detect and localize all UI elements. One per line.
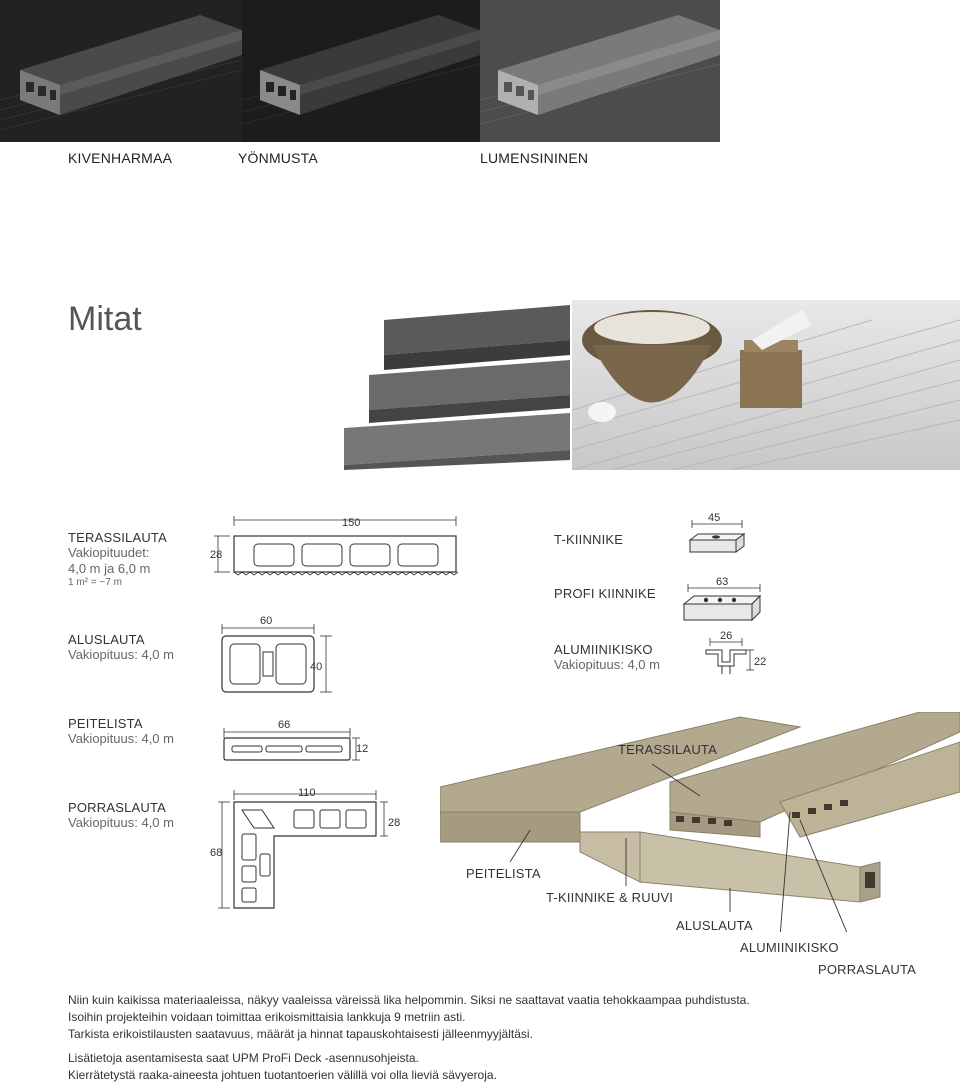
paragraph-custom-lengths: Isoihin projekteihin voidaan toimittaa erikoismittaisia lankkuja 9 metriin asti. [68,1010,466,1024]
dim-t-kiinnike-width: 45 [708,512,721,524]
dim-terassilauta-width: 150 [342,517,361,529]
callout-terassilauta: TERASSILAUTA [618,742,717,757]
spec-aluslauta [68,632,208,663]
spec-lengths: 4,0 m ja 6,0 m [68,561,151,576]
callout-alumiinikisko: ALUMIINIKISKO [740,940,839,955]
dim-aluslauta-height: 40 [310,661,323,673]
callout-t-kiinnike-ruuvi: T-KIINNIKE & RUUVI [546,890,674,905]
swatch-photo-lumensininen [480,0,720,142]
color-name-yonmusta: YÖNMUSTA [238,150,318,166]
dim-peitelista-width: 66 [278,719,291,731]
spec-peitelista [68,716,208,747]
dim-aluslauta-width: 60 [260,615,273,627]
spec-coverage: 1 m² = ~7 m [68,577,122,588]
dim-alumiinikisko-height: 22 [754,656,767,668]
dim-porraslauta-height: 68 [210,847,223,859]
spec-porraslauta [68,800,208,831]
spec-lengths-label: Vakiopituudet: [68,545,150,560]
spec-name: ALUMIINIKISKO [554,642,653,657]
paragraph-tone-variation: Kierrätetystä raaka-aineesta johtuen tuotantoerien välillä voi olla lieviä sävyeroja. [68,1068,497,1082]
spec-length: Vakiopituus: 4,0 m [68,731,174,746]
spec-length: Vakiopituus: 4,0 m [68,647,174,662]
stairs-photo [344,300,570,470]
dim-porraslauta-thickness: 28 [388,817,401,829]
spec-name: PEITELISTA [68,716,143,731]
terrace-photo [572,300,960,470]
dim-peitelista-height: 12 [356,743,369,755]
dim-terassilauta-height: 28 [210,549,223,561]
callout-peitelista: PEITELISTA [466,866,541,881]
paragraph-cleaning: Niin kuin kaikissa materiaaleissa, näkyy vaaleissa väreissä lika helpommin. Siksi ne saattavat vaatia tehokkaampaa puhdistusta. [68,993,750,1007]
swatch-photo-kivenharmaa [0,0,242,142]
spec-length: Vakiopituus: 4,0 m [68,815,174,830]
spec-alumiinikisko [554,642,660,673]
profile-terassilauta [210,514,460,584]
spec-name: TERASSILAUTA [68,530,167,545]
profile-alumiinikisko [702,628,772,680]
spec-name: ALUSLAUTA [68,632,145,647]
profile-porraslauta [210,784,406,914]
paragraph-availability: Tarkista erikoistilausten saatavuus, määrät ja hinnat tapauskohtaisesti jälleenmyyjältäsi. [68,1027,533,1041]
spec-name-profi-kiinnike: PROFI KIINNIKE [554,586,656,601]
profile-peitelista [210,718,370,768]
dim-alumiinikisko-width: 26 [720,630,733,642]
dim-profi-kiinnike-width: 63 [716,576,729,588]
spec-terassilauta [68,530,208,588]
dim-porraslauta-width: 110 [298,787,316,799]
spec-name: PORRASLAUTA [68,800,167,815]
spec-length: Vakiopituus: 4,0 m [554,657,660,672]
paragraph-installation: Lisätietoja asentamisesta saat UPM ProFi Deck -asennusohjeista. [68,1051,419,1065]
page-heading: Mitat [68,300,142,338]
profile-profi-kiinnike [680,574,770,626]
callout-aluslauta: ALUSLAUTA [676,918,753,933]
callout-porraslauta: PORRASLAUTA [818,962,917,977]
spec-name-t-kiinnike: T-KIINNIKE [554,532,624,547]
color-name-kivenharmaa: KIVENHARMAA [68,150,173,166]
profile-t-kiinnike [684,512,754,560]
color-name-lumensininen: LUMENSININEN [480,150,589,166]
swatch-photo-yonmusta [242,0,480,142]
profile-aluslauta [210,612,340,696]
